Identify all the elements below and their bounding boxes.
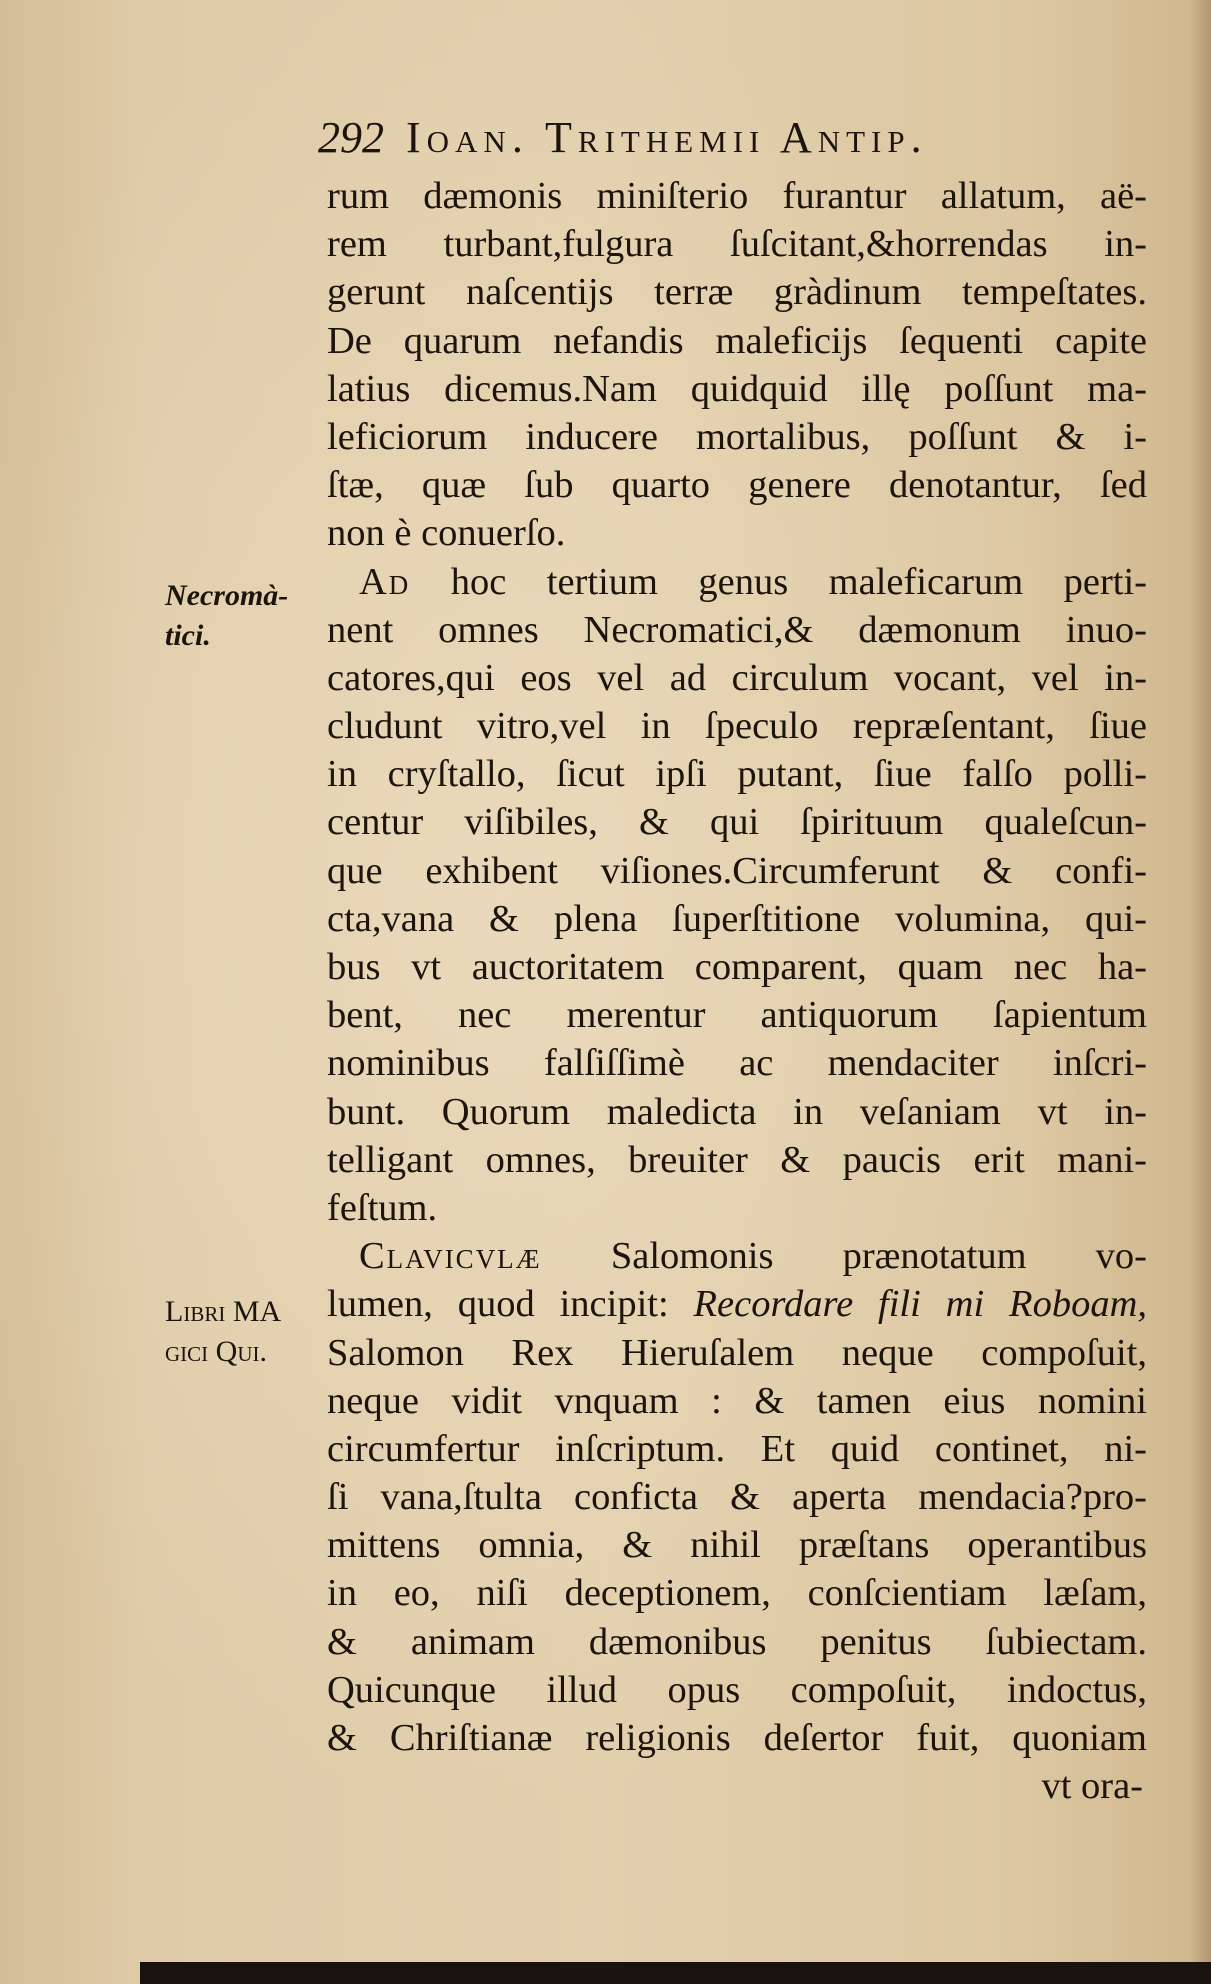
text-line: non è conuerſo. [327,512,566,555]
text-line: ſi vana,ſtulta conficta & aperta mendacia?pro- [327,1476,1147,1519]
running-title: Ioan. Trithemii Antip. [406,113,928,162]
text-line: nominibus falſiſſimè ac mendaciter inſcri- [327,1042,1147,1085]
text-line: circumfertur inſcriptum. Et quid continet, ni- [327,1427,1147,1470]
margin-note-necromantici [165,576,288,656]
text-line: rum dæmonis miniſterio furantur allatum, aë- [327,175,1147,217]
text-line: ſtæ, quæ ſub quarto genere denotantur, ſed [327,464,1147,507]
text-line-prefix: lumen, quod incipit: [327,1283,669,1326]
text-line: Salomon Rex Hieruſalem neque compoſuit, [327,1331,1147,1374]
text-line: centur viſibiles, & qui ſpirituum qualeſcun- [327,801,1147,844]
text-line: bunt. Quorum maledicta in veſaniam vt in- [327,1090,1147,1133]
margin-note-line: Necromà- [165,579,289,612]
text-line: catores,qui eos vel ad circulum vocant, vel in- [327,656,1147,699]
margin-note-line: tici. [165,619,211,652]
running-header [318,112,1148,170]
text-line: in eo, niſi deceptionem, conſcientiam læſam, [327,1572,1147,1615]
body-text [327,172,1147,1810]
margin-note-line: Libri MA [165,1295,282,1328]
text-line-rest: hoc tertium genus maleficarum perti- [450,560,1147,603]
page-number: 292 [318,113,384,162]
text-line-rest: Salomonis prænotatum vo- [610,1235,1147,1278]
text-line: mittens omnia, & nihil præſtans operantibus [327,1524,1147,1567]
text-line: Quicunque illud opus compoſuit, indoctus, [327,1668,1147,1711]
paragraph-initial: Ad [359,560,411,603]
margin-note-libri-magici [165,1292,281,1372]
text-line: cta,vana & plena ſuperſtitione volumina, qui- [327,897,1147,940]
paragraph-initial: Clavicvlæ [359,1235,542,1278]
text-line: que exhibent viſiones.Circumferunt & confi- [327,849,1147,892]
quoted-incipit: Recordare fili mi Roboam, [693,1283,1147,1326]
text-line: bent, nec merentur antiquorum ſapientum [327,994,1147,1037]
paragraph-opening-line [327,558,1147,606]
text-line: bus vt auctoritatem comparent, quam nec ha- [327,946,1147,988]
text-line: cludunt vitro,vel in ſpeculo repræſentant, ſiue [327,705,1147,748]
text-line: nent omnes Necromatici,& dæmonum inuo- [327,608,1147,651]
bottom-edge-shadow [140,1962,1211,1984]
text-line: latius dicemus.Nam quidquid illę poſſunt ma- [327,367,1147,410]
margin-note-line: gici Qui. [165,1335,267,1368]
text-line: feſtum. [327,1186,438,1229]
text-line: leficiorum inducere mortalibus, poſſunt & i- [327,415,1147,458]
catchword: vt ora- [1041,1765,1143,1808]
text-line: De quarum nefandis maleficijs ſequenti capite [327,319,1147,362]
text-line-with-title [327,1280,1147,1328]
page-edge-shadow [1189,0,1211,1984]
text-line: telligant omnes, breuiter & paucis erit mani- [327,1138,1147,1181]
paragraph-opening-line [327,1232,1147,1280]
text-line: rem turbant,fulgura ſuſcitant,&horrendas in- [327,223,1147,266]
text-line: gerunt naſcentijs terræ gràdinum tempeſtates. [327,271,1147,314]
text-line: in cryſtallo, ſicut ipſi putant, ſiue falſo polli- [327,753,1147,796]
text-line: & Chriſtianæ religionis deſertor fuit, quoniam [327,1717,1147,1759]
text-line: & animam dæmonibus penitus ſubiectam. [327,1620,1147,1663]
text-line: neque vidit vnquam : & tamen eius nomini [327,1379,1147,1422]
